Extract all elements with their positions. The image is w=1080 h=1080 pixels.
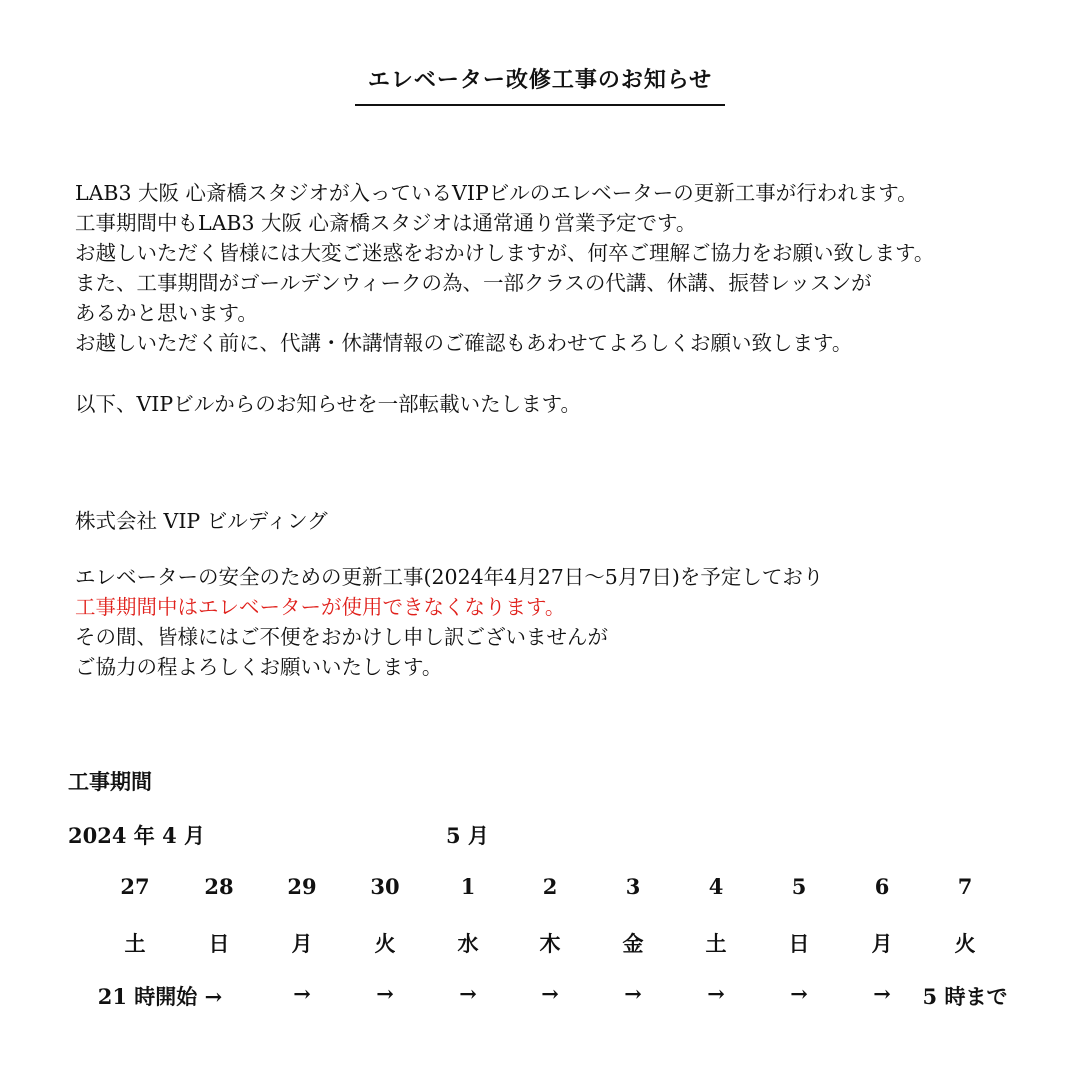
schedule-time-row — [0, 981, 1080, 1011]
schedule-date: 5 — [791, 874, 807, 899]
schedule-start-time: 21 時開始 → — [97, 984, 223, 1009]
intro-line: あるかと思います。 — [75, 301, 258, 325]
schedule-arrow: → — [873, 981, 891, 1006]
schedule-date: 27 — [120, 874, 150, 899]
reprint-line: 以下、VIPビルからのお知らせを一部転載いたします。 — [75, 392, 581, 416]
schedule-date: 4 — [708, 874, 724, 899]
schedule-end-time: 5 時まで — [922, 984, 1008, 1009]
schedule-date: 30 — [370, 874, 400, 899]
schedule-arrow: → — [707, 981, 725, 1006]
company-line: 株式会社 VIP ビルディング — [75, 509, 328, 533]
month-label-april: 2024 年 4 月 — [68, 823, 205, 848]
schedule-weekday: 日 — [208, 931, 230, 956]
reprint-note — [75, 389, 581, 419]
notice-line: エレベーターの安全のための更新工事(2024年4月27日〜5月7日)を予定しており — [75, 565, 824, 589]
schedule-weekday: 金 — [622, 931, 644, 956]
schedule-arrow: → — [459, 981, 477, 1006]
schedule-heading: 工事期間 — [68, 769, 152, 794]
schedule-arrow: → — [376, 981, 394, 1006]
notice-warning: 工事期間中はエレベーターが使用できなくなります。 — [75, 595, 566, 619]
intro-line: LAB3 大阪 心斎橋スタジオが入っているVIPビルのエレベーターの更新工事が行われます。 — [75, 181, 918, 205]
intro-line: 工事期間中もLAB3 大阪 心斎橋スタジオは通常通り営業予定です。 — [75, 211, 697, 235]
schedule-date: 29 — [287, 874, 317, 899]
schedule-weekday-row — [0, 928, 1080, 958]
intro-line: お越しいただく前に、代講・休講情報のご確認もあわせてよろしくお願い致します。 — [75, 331, 853, 355]
schedule-date: 28 — [204, 874, 234, 899]
intro-line: また、工事期間がゴールデンウィークの為、一部クラスの代講、休講、振替レッスンが — [75, 271, 872, 295]
schedule-date: 6 — [874, 874, 890, 899]
intro-paragraph — [75, 178, 934, 358]
schedule-date: 7 — [957, 874, 973, 899]
notice-line: その間、皆様にはご不便をおかけし申し訳ございませんが — [75, 625, 608, 649]
schedule-weekday: 水 — [457, 931, 479, 956]
title-underline — [355, 104, 725, 106]
intro-line: お越しいただく皆様には大変ご迷惑をおかけしますが、何卒ご理解ご協力をお願い致します。 — [75, 241, 935, 265]
schedule-weekday: 土 — [705, 931, 727, 956]
schedule-date: 1 — [460, 874, 476, 899]
schedule-arrow: → — [293, 981, 311, 1006]
month-label-may: 5 月 — [446, 823, 489, 848]
schedule-arrow: → — [541, 981, 559, 1006]
schedule-weekday: 月 — [291, 931, 313, 956]
notice-line: ご協力の程よろしくお願いいたします。 — [75, 655, 443, 679]
schedule-weekday: 月 — [871, 931, 893, 956]
building-notice — [75, 562, 823, 682]
notice-header — [0, 63, 1080, 94]
schedule-date: 3 — [625, 874, 641, 899]
schedule-arrow: → — [790, 981, 808, 1006]
schedule-date-row — [0, 874, 1080, 904]
page-title: エレベーター改修工事のお知らせ — [367, 67, 713, 93]
schedule-weekday: 火 — [954, 931, 976, 956]
schedule-weekday: 木 — [539, 931, 561, 956]
schedule-date: 2 — [542, 874, 558, 899]
schedule-arrow: → — [624, 981, 642, 1006]
schedule-weekday: 火 — [374, 931, 396, 956]
schedule-weekday: 日 — [788, 931, 810, 956]
schedule-weekday: 土 — [124, 931, 146, 956]
company-name — [75, 506, 328, 536]
